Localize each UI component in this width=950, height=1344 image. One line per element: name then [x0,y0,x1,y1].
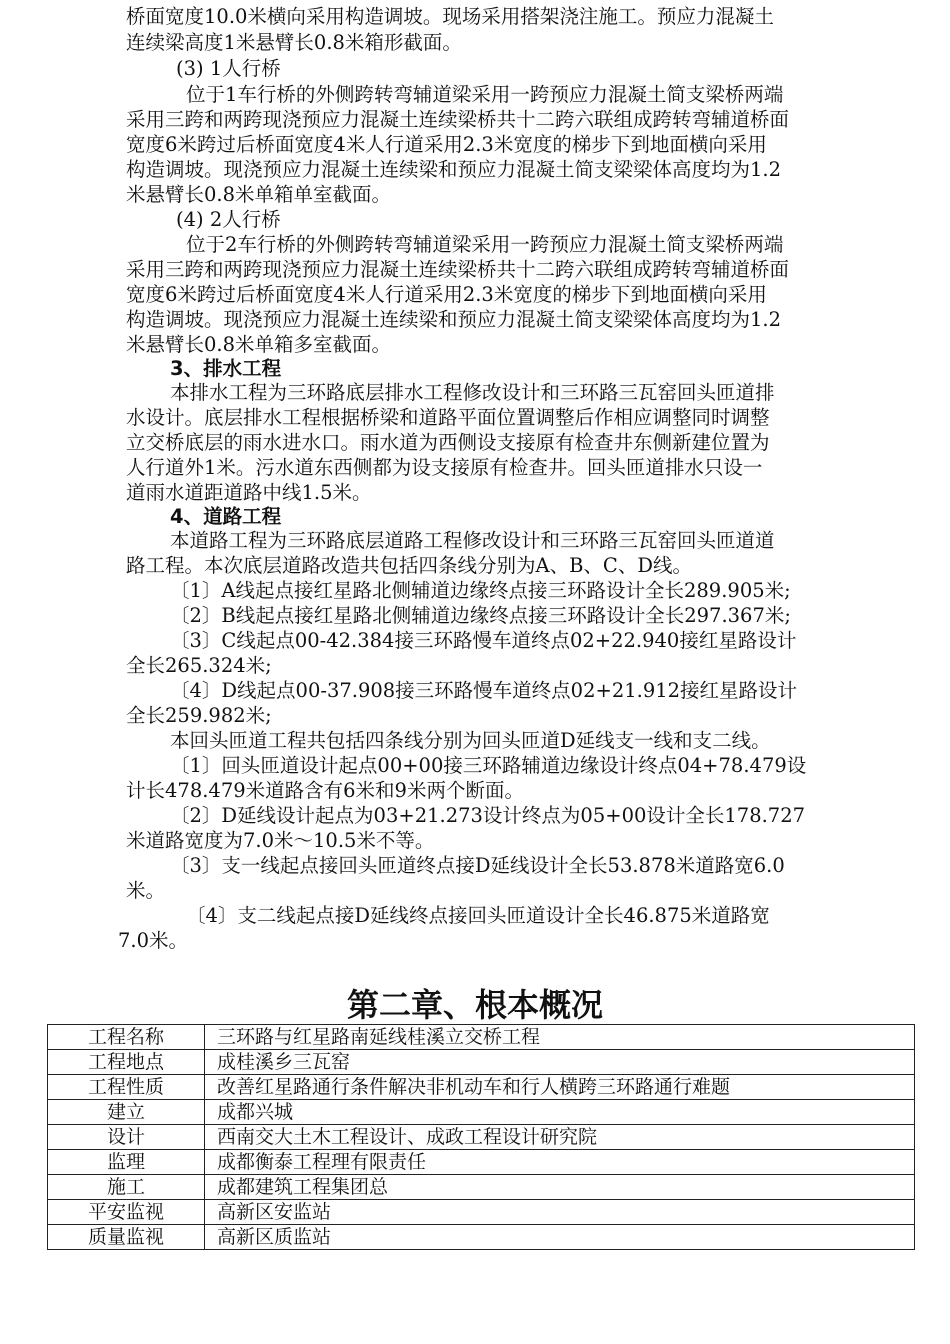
body-line: 〔3〕支一线起点接回头匝道终点接D延线设计全长53.878米道路宽6.0 [170,854,785,877]
table-row [48,1200,915,1225]
body-line: 〔2〕D延线设计起点为03+21.273设计终点为05+00设计全长178.727 [170,804,806,827]
table-value: 成桂溪乡三瓦窑 [205,1050,915,1075]
body-line: 本道路工程为三环路底层道路工程修改设计和三环路三瓦窑回头匝道道 [170,529,775,552]
table-key: 建立 [48,1100,205,1125]
body-line: 米悬臂长0.8米单箱多室截面。 [126,333,392,356]
table-key: 质量监视 [48,1225,205,1250]
table-key: 平安监视 [48,1200,205,1225]
body-line: 〔4〕支二线起点接D延线终点接回头匝道设计全长46.875米道路宽 [186,904,770,927]
body-line: 桥面宽度10.0米横向采用构造调坡。现场采用搭架浇注施工。预应力混凝土 [126,5,774,28]
table-row [48,1125,915,1150]
table-key: 监理 [48,1150,205,1175]
table-value: 三环路与红星路南延线桂溪立交桥工程 [205,1025,915,1050]
table-key: 施工 [48,1175,205,1200]
body-line: 米。 [126,879,166,902]
chapter-title: 第二章、根本概况 [346,986,603,1024]
body-line: 宽度6米跨过后桥面宽度4米人行道采用2.3米宽度的梯步下到地面横向采用 [126,283,767,306]
body-line: 本排水工程为三环路底层排水工程修改设计和三环路三瓦窑回头匝道排 [170,381,775,404]
body-line: 米道路宽度为7.0米～10.5米不等。 [126,829,435,852]
body-line: 连续梁高度1米悬臂长0.8米箱形截面。 [126,31,462,54]
table-key: 工程性质 [48,1075,205,1100]
table-value: 成都兴城 [205,1100,915,1125]
body-line: 〔2〕B线起点接红星路北侧辅道边缘终点接三环路设计全长297.367米; [170,604,791,627]
body-line: 路工程。本次底层道路改造共包括四条线分别为A、B、C、D线。 [126,554,692,577]
body-line: 采用三跨和两跨现浇预应力混凝土连续梁桥共十二跨六联组成跨转弯辅道桥面 [126,258,790,281]
body-line: 全长259.982米; [126,704,272,727]
table-value: 成都建筑工程集团总 [205,1175,915,1200]
table-key: 工程名称 [48,1025,205,1050]
table-row [48,1050,915,1075]
body-line: 计长478.479米道路含有6米和9米两个断面。 [126,779,524,802]
table-key: 工程地点 [48,1050,205,1075]
body-line: 全长265.324米; [126,654,272,677]
table-key: 设计 [48,1125,205,1150]
body-line: 〔4〕D线起点00-37.908接三环路慢车道终点02+21.912接红星路设计 [170,679,798,702]
subheading-pedestrian-bridge-2: (4) 2人行桥 [176,208,281,231]
body-line: 构造调坡。现浇预应力混凝土连续梁和预应力混凝土简支梁梁体高度均为1.2 [126,308,782,331]
body-line: 〔1〕回头匝道设计起点00+00接三环路辅道边缘设计终点04+78.479设 [170,754,807,777]
table-value: 西南交大土木工程设计、成政工程设计研究院 [205,1125,915,1150]
body-line: 立交桥底层的雨水进水口。雨水道为西侧设支接原有检查井东侧新建位置为 [126,431,770,454]
section-heading-drainage: 3、排水工程 [170,357,282,380]
body-line: 位于2车行桥的外侧跨转弯辅道梁采用一跨预应力混凝土简支梁桥两端 [186,233,784,256]
body-line: 水设计。底层排水工程根据桥梁和道路平面位置调整后作相应调整同时调整 [126,406,770,429]
table-value: 改善红星路通行条件解决非机动车和行人横跨三环路通行难题 [205,1075,915,1100]
table-row [48,1025,915,1050]
table-row [48,1175,915,1200]
body-line: 道雨水道距道路中线1.5米。 [126,481,372,504]
body-line: 米悬臂长0.8米单箱单室截面。 [126,183,392,206]
table-value: 高新区安监站 [205,1200,915,1225]
table-value: 高新区质监站 [205,1225,915,1250]
table-row [48,1075,915,1100]
body-line: 采用三跨和两跨现浇预应力混凝土连续梁桥共十二跨六联组成跨转弯辅道桥面 [126,108,790,131]
body-line: 〔1〕A线起点接红星路北侧辅道边缘终点接三环路设计全长289.905米; [170,579,791,602]
subheading-pedestrian-bridge-1: (3) 1人行桥 [176,57,281,80]
table-row [48,1100,915,1125]
table-row [48,1150,915,1175]
body-line: 〔3〕C线起点00-42.384接三环路慢车道终点02+22.940接红星路设计 [170,629,797,652]
body-line: 位于1车行桥的外侧跨转弯辅道梁采用一跨预应力混凝土简支梁桥两端 [186,83,784,106]
table-row [48,1225,915,1250]
body-line: 人行道外1米。污水道东西侧都为设支接原有检查井。回头匝道排水只设一 [126,456,763,479]
body-line: 7.0米。 [118,929,189,952]
project-info-table [47,1024,915,1250]
section-heading-road: 4、道路工程 [170,505,282,528]
body-line: 宽度6米跨过后桥面宽度4米人行道采用2.3米宽度的梯步下到地面横向采用 [126,133,767,156]
table-value: 成都衡泰工程理有限责任 [205,1150,915,1175]
body-line: 本回头匝道工程共包括四条线分别为回头匝道D延线支一线和支二线。 [170,729,771,752]
body-line: 构造调坡。现浇预应力混凝土连续梁和预应力混凝土简支梁梁体高度均为1.2 [126,158,782,181]
